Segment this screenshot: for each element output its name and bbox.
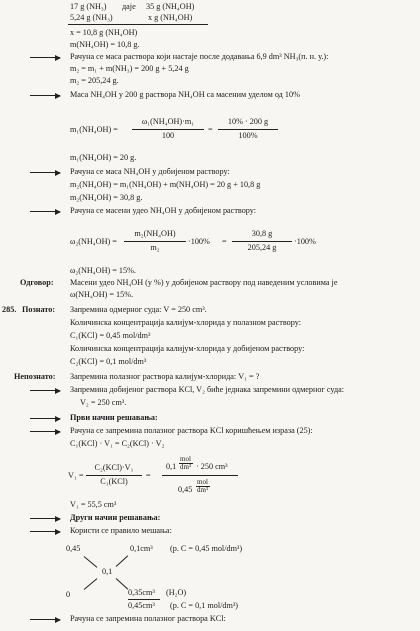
method1-eq: C₁(KCl) · V₁ = C₂(KCl) · V₂: [70, 439, 165, 448]
proportion-result-x: x = 10,8 g (NH₄OH): [70, 28, 138, 37]
arrow-icon: [30, 95, 60, 96]
proportion-left-bottom: 5,24 g (NH₃): [70, 13, 113, 22]
fraction-denominator-2: 205,24 g: [247, 243, 277, 252]
formula-lhs: m₁(NH₄OH) =: [70, 125, 118, 134]
fraction-bar: [232, 241, 292, 242]
fraction-equals: =: [222, 237, 227, 246]
proportion-right-bottom: x g (NH₄OH): [148, 13, 193, 22]
cross-line: [116, 578, 129, 589]
step-mass-solution-eq1: m₂ = m₁ + m(NH₃) = 200 g + 5,24 g: [70, 64, 189, 73]
cross-line: [84, 556, 98, 568]
fraction-bar: [124, 241, 186, 242]
v1-num-unit-mol: mol: [180, 455, 191, 463]
step-mass-solution-eq2: m₂ = 205,24 g.: [70, 76, 119, 85]
formula-numerator-2: 10% · 200 g: [227, 117, 269, 126]
arrow-icon: [30, 619, 60, 620]
v1-num-value: 0,1: [166, 462, 177, 471]
arrow-icon: [30, 431, 60, 432]
answer-line2: ω(NH₄OH) = 15%.: [70, 290, 134, 299]
cross-bottom-right-2: 0,45cm³: [128, 601, 155, 610]
method1-title: Први начин решавања:: [70, 413, 158, 422]
step-mass-new-eq1: m₂(NH₄OH) = m₁(NH₄OH) + m(NH₄OH) = 20 g + 10,8 g: [70, 180, 261, 189]
proportion-gives: даје: [122, 2, 136, 11]
method2-title: Други начин решавања:: [70, 513, 161, 522]
known-1: Запремина одмерног суда: V = 250 cm³.: [70, 305, 207, 314]
arrow-icon: [30, 390, 60, 391]
final-text: Рачуна се запремина полазног раствора KCl:: [70, 614, 226, 623]
step-fraction-text: Рачуна се масени удео NH₄OH у добијеном раствору:: [70, 206, 257, 215]
cross-top-right: 0,1cm³: [130, 544, 153, 553]
known-3: C₁(KCl) = 0,45 mol/dm³: [70, 331, 151, 340]
formula-equals: =: [208, 125, 213, 134]
arrow-icon: [30, 518, 60, 519]
step1-eq: V₂ = 250 cm³.: [80, 398, 127, 407]
step-fraction-result: ω₂(NH₄OH) = 15%.: [70, 266, 136, 275]
known-5: C₂(KCl) = 0,1 mol/dm³: [70, 357, 147, 366]
formula-denominator: 100: [161, 131, 175, 140]
known-label: Познато:: [22, 305, 56, 314]
v1-lhs: V₁ =: [68, 471, 84, 480]
v1-den-unit-mol: mol: [197, 478, 208, 486]
fraction-numerator-2: 30,8 g: [251, 229, 273, 238]
cross-bottom-right-1-note: (H₂O): [166, 588, 187, 597]
formula-numerator: ω₁(NH₄OH)·m₁: [141, 117, 195, 126]
arrow-icon: [30, 211, 60, 212]
fraction-bar: [162, 475, 238, 476]
cross-bottom-right-2-note: (p. C = 0,1 mol/dm³): [170, 601, 239, 610]
step-mass-nh4oh-text: Маса NH₄OH у 200 g раствора NH₄OH са масеним уделом од 10%: [70, 90, 300, 99]
step-mass-new-eq2: m₂(NH₄OH) = 30,8 g.: [70, 193, 143, 202]
known-4: Количинска концентрација калијум-хлорида у добијеном раствору:: [70, 344, 305, 353]
formula-denominator-2: 100%: [238, 131, 258, 140]
fraction-denominator: m₂: [150, 243, 160, 252]
cross-line: [116, 555, 129, 566]
proportion-left-top: 17 g (NH₃): [70, 2, 107, 11]
method1-text: Рачуна се запремина полазног раствора KCl коришћењем израза (25):: [70, 426, 313, 435]
step-mass-new-text: Рачуна се маса NH₄OH у добијеном раствору:: [70, 167, 230, 176]
sum-line: [128, 599, 160, 600]
step1-text: Запремина добијеног раствора KCl, V₂ биће једнака запремини одмерног суда:: [70, 385, 345, 394]
cross-line: [84, 578, 98, 590]
fraction-bar: [86, 475, 142, 476]
answer-label: Одговор:: [20, 278, 54, 287]
v1-num-unit-dm3: dm³: [180, 463, 192, 471]
cross-center: 0,1: [102, 567, 113, 576]
v1-den-unit-dm3: dm³: [197, 486, 209, 494]
problem-number: 285.: [2, 305, 17, 314]
cross-bottom-left: 0: [66, 590, 71, 599]
unknown-label: Непознато:: [14, 372, 56, 381]
step-mass-solution-text: Рачуна се маса раствора који настаје после додавања 6,9 dm³ NH₃(п. н. у.):: [70, 52, 329, 61]
v1-equals: =: [146, 471, 151, 480]
unknown-text: Запремина полазног раствора калијум-хлорида: V₁ = ?: [70, 372, 260, 381]
arrow-icon: [30, 531, 60, 532]
cross-top-left: 0,45: [66, 544, 81, 553]
cross-bottom-right-1: 0,35cm³: [128, 588, 155, 597]
known-2: Количинска концентрација калијум-хлорида у полазном раствору:: [70, 318, 302, 327]
arrow-icon: [30, 172, 60, 173]
proportion-right-top: 35 g (NH₄OH): [146, 2, 195, 11]
fraction-bar: [132, 129, 204, 130]
arrow-icon: [30, 418, 60, 419]
v1-den-value: 0,45: [178, 485, 193, 494]
v1-result: V₁ = 55,5 cm³: [70, 500, 117, 509]
cross-top-right-note: (p. C = 0,45 mol/dm³): [170, 544, 243, 553]
v1-numerator: C₂(KCl)·V₁: [94, 463, 134, 472]
method2-text: Користи се правило мешања:: [70, 526, 172, 535]
v1-num-volume: · 250 cm³: [196, 462, 228, 471]
fraction-lhs: ω₂(NH₄OH) =: [70, 237, 117, 246]
fraction-times-100-b: ·100%: [294, 237, 316, 246]
fraction-times-100: ·100%: [188, 237, 210, 246]
proportion-result-m: m(NH₄OH) = 10,8 g.: [70, 40, 140, 49]
fraction-bar: [218, 129, 278, 130]
proportion-divider: [68, 24, 208, 25]
fraction-numerator: m₂(NH₄OH): [134, 229, 176, 238]
v1-denominator: C₁(KCl): [100, 477, 128, 486]
arrow-icon: [30, 57, 60, 58]
step-mass-nh4oh-result: m₁(NH₄OH) = 20 g.: [70, 153, 137, 162]
answer-line1: Масени удео NH₄OH (у %) у добијеном раствору под наведеним условима је: [70, 278, 338, 287]
